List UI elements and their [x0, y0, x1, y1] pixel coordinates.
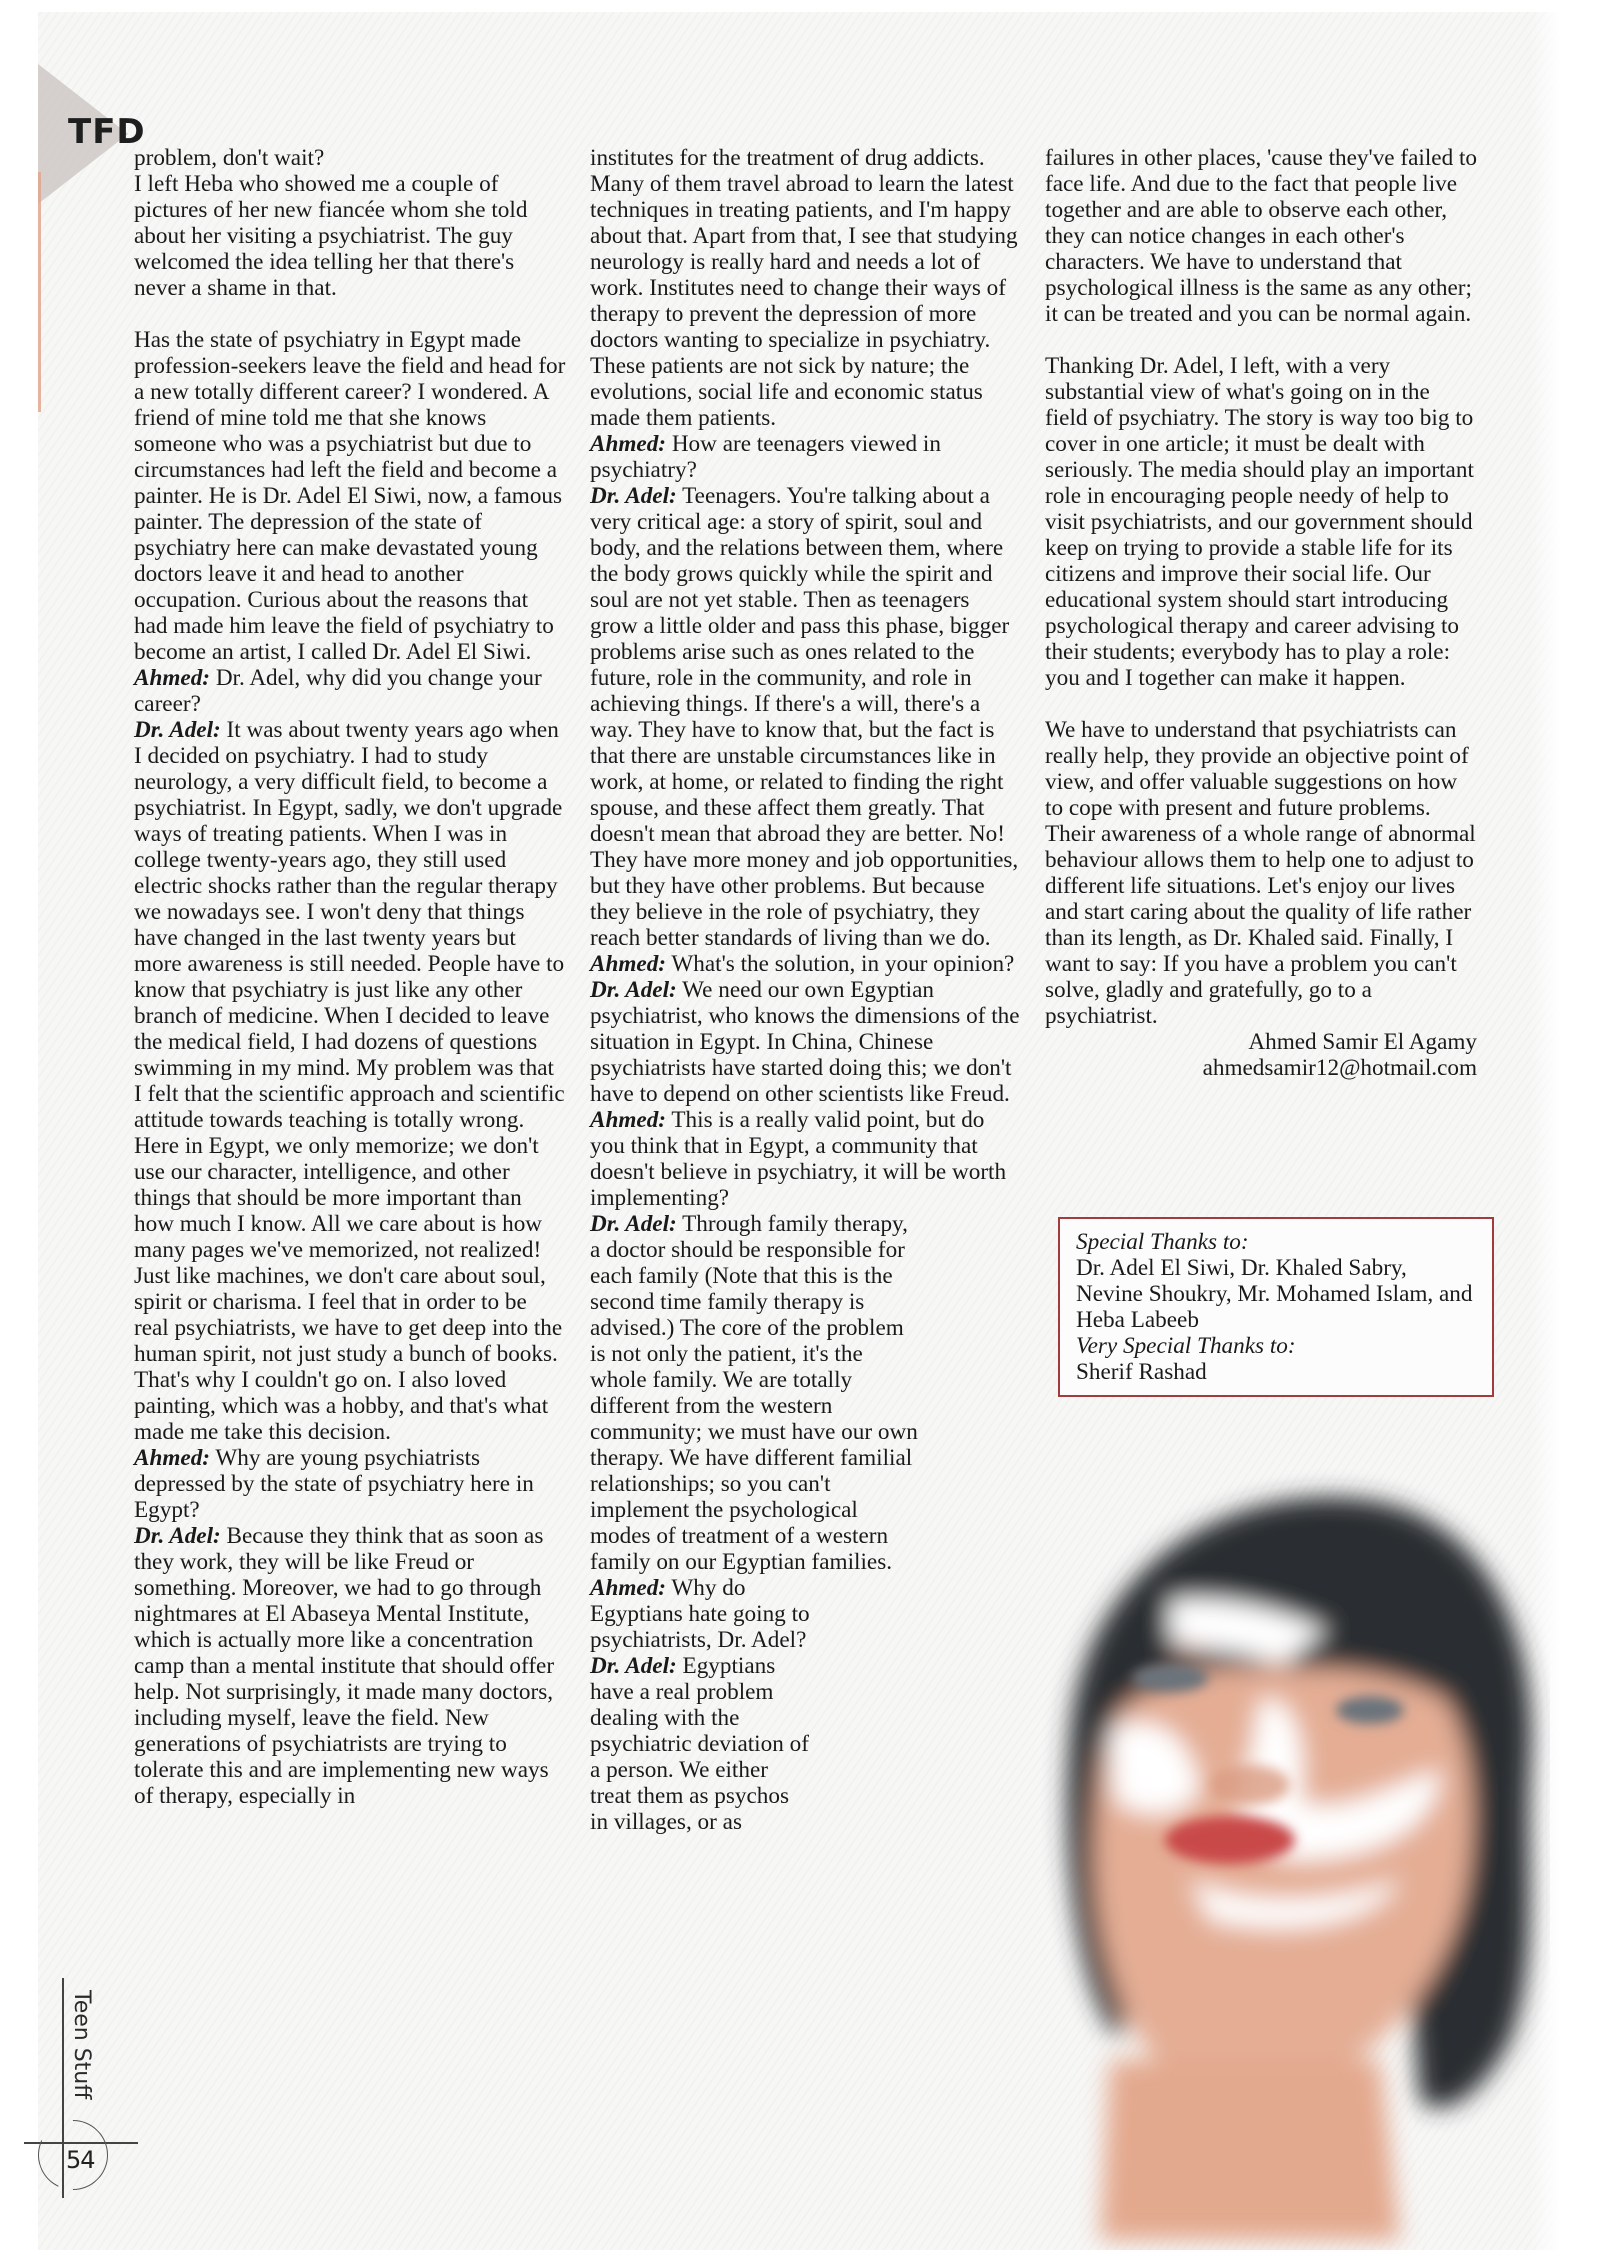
- article-column-1: [134, 145, 566, 1809]
- question-text: Why do Egyptians hate going to psychiatrists, Dr. Adel?: [590, 1575, 810, 1653]
- article-column-3: [1045, 145, 1477, 1081]
- portrait-illustration: [1040, 1440, 1550, 2250]
- question-text: Why are young psychiatrists depressed by the state of psychiatry here in Egypt?: [134, 1445, 534, 1523]
- speaker-label: Dr. Adel:: [590, 483, 677, 509]
- answer-text: Teenagers. You're talking about a very critical age: a story of spirit, soul and body, and the relations between them, where the body grows quickly while the spirit and soul are not yet stable. Then as teenagers grow a little older and pass this phase, bigger problems arise such as ones related to the future, role in the community, and role in achieving things. If there's a will, there's a way. They have to know that, but the fact is that there are unstable circumstances like in work, at home, or related to finding the right spouse, and these affect them greatly. That doesn't mean that abroad they are better. No! They have more money and job opportunities, but they have other problems. But because they believe in the role of psychiatry, they reach better standards of living than we do.: [590, 483, 1019, 951]
- interview-answer: [590, 1653, 810, 1835]
- very-special-thanks-names: Sherif Rashad: [1076, 1359, 1207, 1385]
- paragraph: I left Heba who showed me a couple of pictures of her new fiancée whom she told about her visiting a psychiatrist. The guy welcomed the idea telling her that there's never a shame in that.: [134, 171, 528, 301]
- interview-answer: [590, 483, 1022, 951]
- section-label-text: Teen Stuff: [69, 1990, 94, 2100]
- very-special-thanks-heading: Very Special Thanks to:: [1076, 1333, 1296, 1359]
- speaker-label: Ahmed:: [134, 665, 211, 691]
- answer-continuation: institutes for the treatment of drug addicts. Many of them travel abroad to learn the latest techniques in treating patients, and I'm happy about that. Apart from that, I see that studying neurology is really hard and needs a lot of work. Institutes need to change their ways of therapy to prevent the depression of more doctors wanting to specialize in psychiatry. These patients are not sick by nature; the evolutions, social life and economic status made them patients.: [590, 145, 1018, 431]
- speaker-label: Dr. Adel:: [590, 1653, 677, 1679]
- interview-question: [134, 665, 566, 717]
- special-thanks-box: [1058, 1217, 1494, 1397]
- answer-text: Through family therapy, a doctor should be responsible for each family (Note that this is the second time family therapy is advised.) The core of the problem is not only the patient, it's the whole family. We are totally different from the western community; we must have our own therapy. We have different familial relationships; so you can't implement the psychological modes of treatment of a western family on our Egyptian families.: [590, 1211, 918, 1575]
- page-number: 54: [66, 2146, 95, 2174]
- speaker-label: Dr. Adel:: [590, 977, 677, 1003]
- answer-text: Because they think that as soon as they work, they will be like Freud or something. Moreover, we had to go through nightmares at El Abaseya Mental Institute, which is actually more like a concentration camp than a mental institute that should offer help. Not surprisingly, it made many doctors, including myself, leave the field. New generations of psychiatrists are trying to tolerate this and are implementing new ways of therapy, especially in: [134, 1523, 555, 1809]
- section-label: [68, 1990, 98, 2130]
- speaker-label: Ahmed:: [590, 431, 667, 457]
- author-email: ahmedsamir12@hotmail.com: [1202, 1055, 1477, 1081]
- speaker-label: Ahmed:: [590, 951, 667, 977]
- speaker-label: Dr. Adel:: [134, 717, 221, 743]
- question-text: What's the solution, in your opinion?: [666, 951, 1015, 977]
- interview-question: [590, 1575, 830, 1653]
- answer-continuation: failures in other places, 'cause they've failed to face life. And due to the fact that people live together and are able to observe each other, they can notice changes in each other's characters. We have to understand that psychological illness is the same as any other; it can be treated and you can be normal again.: [1045, 145, 1477, 327]
- speaker-label: Ahmed:: [134, 1445, 211, 1471]
- speaker-label: Dr. Adel:: [590, 1211, 677, 1237]
- interview-question: [590, 1107, 1022, 1211]
- author-name: Ahmed Samir El Agamy: [1248, 1029, 1477, 1055]
- interview-answer: [134, 717, 566, 1445]
- speaker-label: Ahmed:: [590, 1575, 667, 1601]
- interview-answer: [134, 1523, 566, 1809]
- magazine-brand-logo: TFD: [68, 112, 146, 152]
- answer-text: We need our own Egyptian psychiatrist, who knows the dimensions of the situation in Egypt. In China, Chinese psychiatrists have started doing this; we don't have to depend on other scientists like Freud.: [590, 977, 1020, 1107]
- question-text: How are teenagers viewed in psychiatry?: [590, 431, 941, 483]
- paragraph-gap: [134, 301, 566, 327]
- left-edge-rule: [38, 172, 41, 412]
- answer-text: It was about twenty years ago when I decided on psychiatry. I had to study neurology, a very difficult field, to become a psychiatrist. In Egypt, sadly, we don't upgrade ways of treating patients. When I was in college twenty-years ago, they still used electric shocks rather than the regular therapy we nowadays see. I won't deny that things have changed in the last twenty years but more awareness is still needed. People have to know that psychiatry is just like any other branch of medicine. When I decided to leave the medical field, I had dozens of questions swimming in my mind. My problem was that I felt that the scientific approach and scientific attitude towards teaching is totally wrong. Here in Egypt, we only memorize; we don't use our character, intelligence, and other things that should be more important than how much I know. All we care about is how many pages we've memorized, not realized! Just like machines, we don't care about soul, spirit or charisma. I feel that in order to be real psychiatrists, we have to get deep into the human spirit, not just study a bunch of books. That's why I couldn't go on. I also loved painting, which was a hobby, and that's what made me take this decision.: [134, 717, 565, 1445]
- paragraph: problem, don't wait?: [134, 145, 325, 171]
- paragraph-gap: [1045, 327, 1477, 353]
- question-text: Dr. Adel, why did you change your career?: [134, 665, 542, 717]
- paragraph: Has the state of psychiatry in Egypt made profession-seekers leave the field and head for a new totally different career? I wondered. A friend of mine told me that she knows someone who was a psychiatrist but due to circumstances had left the field and become a painter. He is Dr. Adel El Siwi, now, a famous painter. The depression of the state of psychiatry here can make devastated young doctors leave it and head to another occupation. Curious about the reasons that had made him leave the field of psychiatry to become an artist, I called Dr. Adel El Siwi.: [134, 327, 566, 665]
- answer-text: Egyptians have a real problem dealing with the psychiatric deviation of a person. We either treat them as psychos in villages, or as: [590, 1653, 809, 1835]
- paragraph: Thanking Dr. Adel, I left, with a very substantial view of what's going on in the field of psychiatry. The story is way too big to cover in one article; it must be dealt with seriously. The media should play an important role in encouraging people needy of help to visit psychiatrists, and our government should keep on trying to provide a stable life for its citizens and improve their social life. Our educational system should start introducing psychological therapy and career advising to their students; everybody has to play a role: you and I together can make it happen.: [1045, 353, 1474, 691]
- interview-answer: [590, 977, 1022, 1107]
- speaker-label: Ahmed:: [590, 1107, 667, 1133]
- paragraph-gap: [1045, 691, 1477, 717]
- article-column-2: [590, 145, 1022, 1835]
- paragraph: We have to understand that psychiatrists can really help, they provide an objective point of view, and offer valuable suggestions on how to cope with present and future problems. Their awareness of a whole range of abnormal behaviour allows them to help one to adjust to different life situations. Let's enjoy our lives and start caring about the quality of life rather than its length, as Dr. Khaled said. Finally, I want to say: If you have a problem you can't solve, gladly and gratefully, go to a psychiatrist.: [1045, 717, 1476, 1029]
- interview-answer: [590, 1211, 920, 1575]
- interview-question: [134, 1445, 566, 1523]
- question-text: This is a really valid point, but do you think that in Egypt, a community that doesn't believe in psychiatry, it will be worth implementing?: [590, 1107, 1007, 1211]
- thanks-heading: Special Thanks to:: [1076, 1229, 1249, 1255]
- interview-question: [590, 951, 1022, 977]
- interview-question: [590, 431, 1022, 483]
- thanks-names: Dr. Adel El Siwi, Dr. Khaled Sabry, Nevine Shoukry, Mr. Mohamed Islam, and Heba Labeeb: [1076, 1255, 1473, 1333]
- speaker-label: Dr. Adel:: [134, 1523, 221, 1549]
